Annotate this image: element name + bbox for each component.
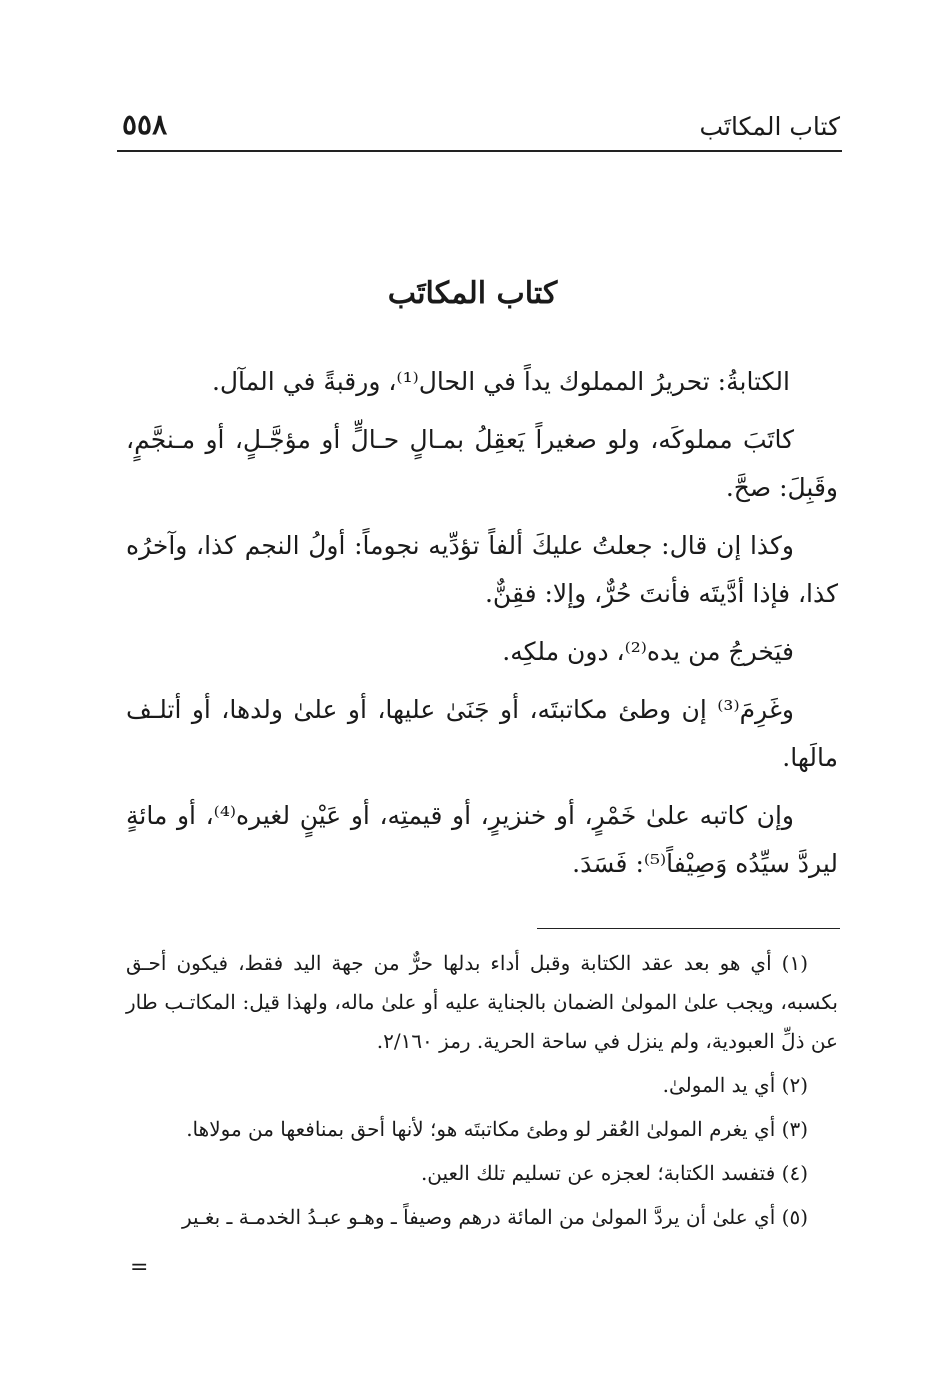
chapter-title: كتاب المكاتَب: [387, 276, 558, 311]
footnote-2: (٢) أي يد المولىٰ.: [662, 1073, 808, 1097]
main-text: [126, 358, 838, 898]
header-rule: [117, 150, 842, 152]
paragraph-installments: وكذا إن قال: جعلتُ عليكَ ألفاً تؤدِّيه نجوماً: أولُ النجم كذا، وآخرُه كذا، فإذا أدَّيتَه فأنتَ حُرٌّ، وإلا: فقِنٌّ.: [126, 531, 838, 608]
footnote-4: (٤) فتفسد الكتابة؛ لعجزه عن تسليم تلك العين.: [420, 1161, 808, 1185]
footnotes: [126, 944, 838, 1242]
page-number: ٥٥٨: [122, 108, 168, 141]
footnote-1: (١) أي هو بعد عقد الكتابة وقبل أداء بدلها حرٌّ من جهة اليد فقط، فيكون أحـق بكسبه، ويجب علىٰ المولىٰ الضمان بالجناية عليه أو علىٰ ماله، ولهذا قيل: المكاتـب طار عن ذلِّ العبودية، ولم ينزل في ساحة الحرية. رمز ٢/١٦٠.: [126, 951, 838, 1053]
paragraph-definition: الكتابةُ: تحريرُ المملوك يداً في الحال⁽¹⁾، ورقبةً في المآل.: [211, 367, 790, 396]
footnote-5: (٥) أي علىٰ أن يردَّ المولىٰ من المائة درهم وصيفاً ـ وهـو عبـدُ الخدمـة ـ بغـير: [181, 1205, 808, 1229]
paragraph-invalid: وإن كاتبه علىٰ خَمْرٍ، أو خنزيرٍ، أو قيمتِه، أو عَيْنٍ لغيره⁽⁴⁾، أو مائةٍ ليردَّ سيِّدُه وَصِيْفاً⁽⁵⁾: فَسَدَ.: [126, 801, 838, 878]
continuation-mark: =: [130, 1255, 149, 1280]
footnote-3: (٣) أي يغرم المولىٰ العُقر لو وطئ مكاتبتَه هو؛ لأنها أحق بمنافعها من مولاها.: [186, 1117, 808, 1141]
footnote-rule: [537, 928, 840, 929]
paragraph-exit-hand: فيَخرجُ من يده⁽²⁾، دون ملكِه.: [502, 637, 794, 666]
running-header: [122, 108, 840, 150]
paragraph-liability: وغَرِمَ⁽³⁾ إن وطئ مكاتبتَه، أو جَنَىٰ عليها، أو علىٰ ولدها، أو أتلـف مالَها.: [126, 695, 838, 772]
paragraph-contract: كاتَبَ مملوكَه، ولو صغيراً يَعقِلُ بمـالٍ حـالٍّ أو مؤجَّـلٍ، أو مـنجَّمٍ، وقَبِلَ: صحَّ.: [126, 425, 838, 502]
running-header-title: كتاب المكاتَب: [699, 112, 840, 141]
